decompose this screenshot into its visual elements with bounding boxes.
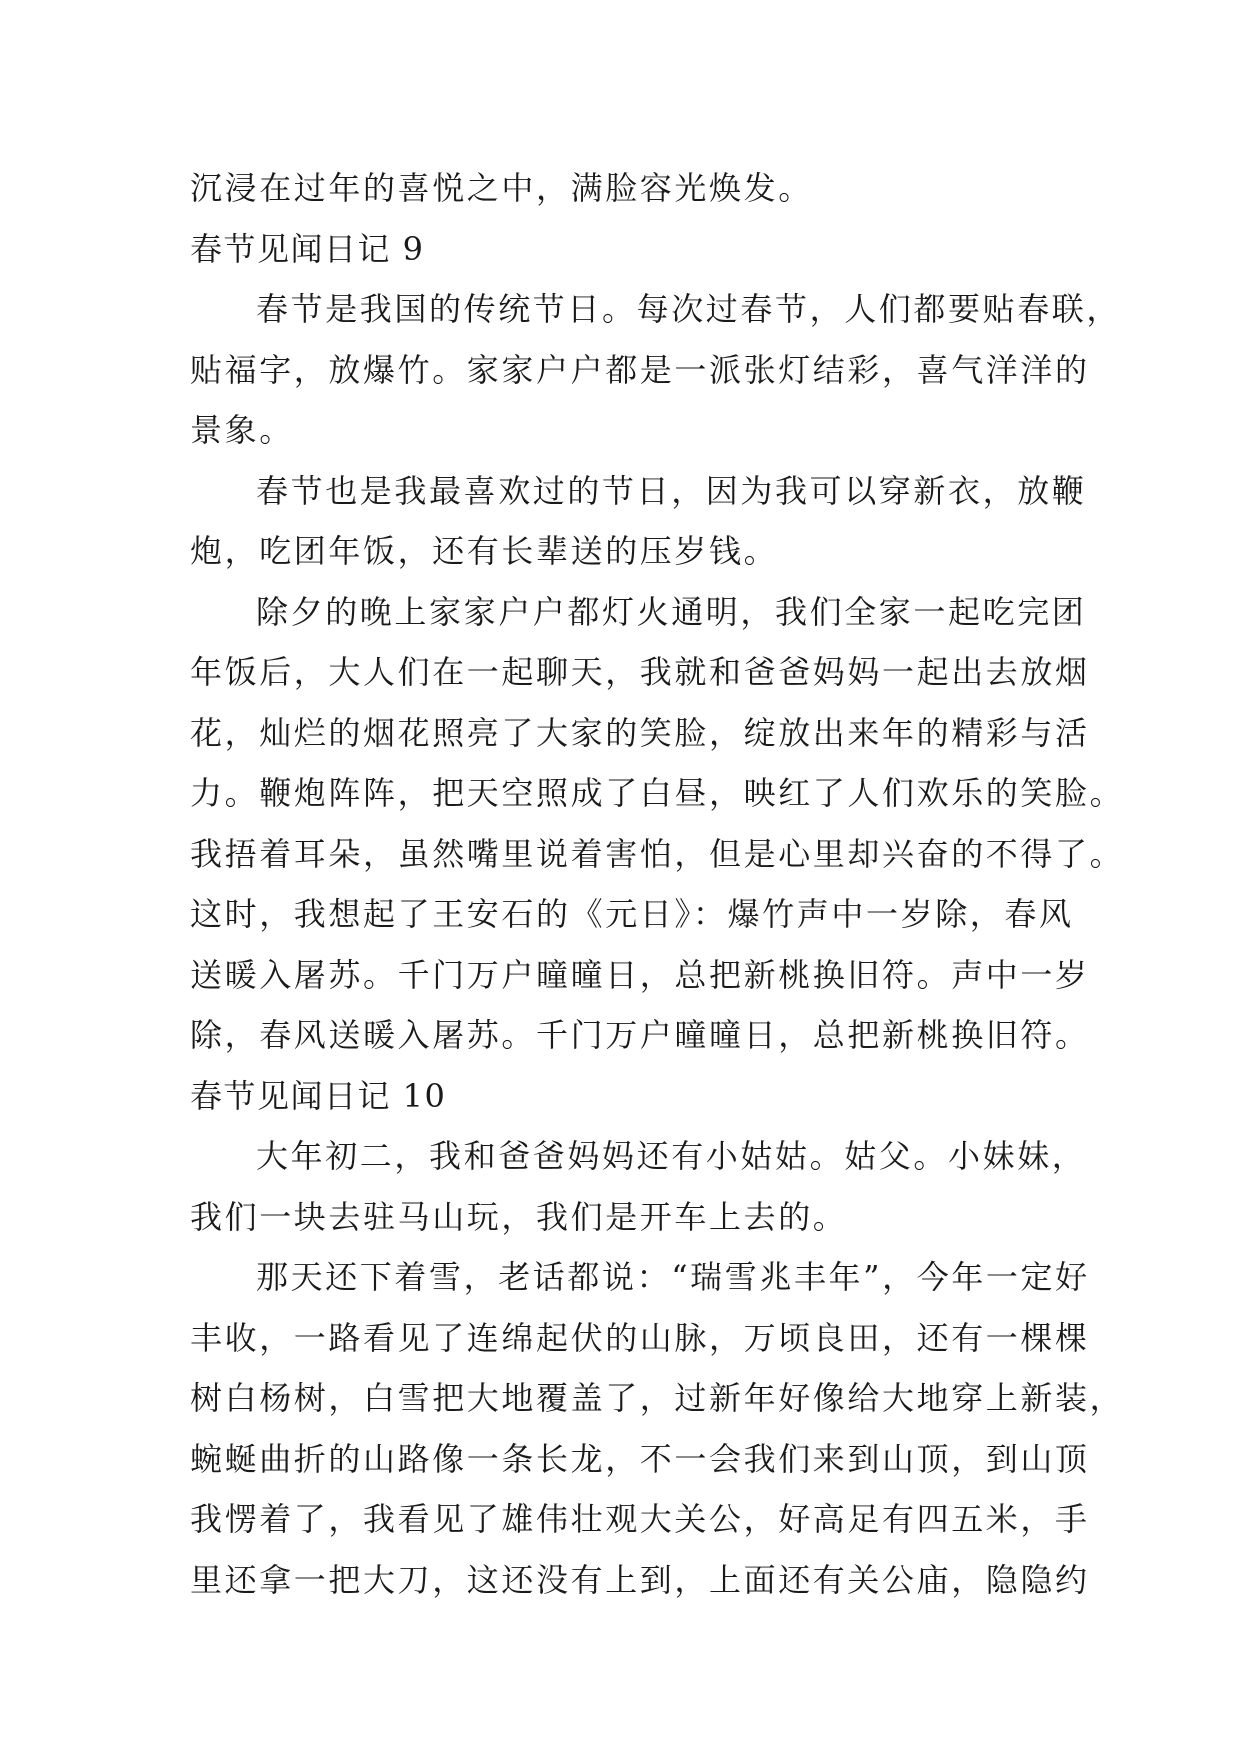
paragraph-line: 我愣着了，我看见了雄伟壮观大关公，好高足有四五米，手 xyxy=(190,1500,1090,1538)
paragraph-line: 年饭后，大人们在一起聊天，我就和爸爸妈妈一起出去放烟 xyxy=(190,653,1090,691)
section-heading: 春节见闻日记 10 xyxy=(190,1076,447,1115)
paragraph-line: 丰收，一路看见了连绵起伏的山脉，万顷良田，还有一棵棵 xyxy=(190,1318,1090,1357)
paragraph-line: 春节是我国的传统节日。每次过春节，人们都要贴春联， xyxy=(256,290,1122,328)
paragraph-line: 这时，我想起了王安石的《元日》：爆竹声中一岁除，春风 xyxy=(190,895,1074,933)
section-heading: 春节见闻日记 9 xyxy=(190,229,425,268)
paragraph-line: 景象。 xyxy=(190,411,294,449)
paragraph-line: 树白杨树，白雪把大地覆盖了，过新年好像给大地穿上新装， xyxy=(190,1379,1125,1417)
paragraph-line: 春节也是我最喜欢过的节日，因为我可以穿新衣，放鞭 xyxy=(256,471,1087,510)
paragraph-line: 力。鞭炮阵阵，把天空照成了白昼，映红了人们欢乐的笑脸。 xyxy=(190,774,1125,812)
paragraph-line: 我捂着耳朵，虽然嘴里说着害怕，但是心里却兴奋的不得了。 xyxy=(190,834,1125,873)
paragraph-line: 大年初二，我和爸爸妈妈还有小姑姑。姑父。小妹妹， xyxy=(256,1137,1087,1175)
paragraph-line: 蜿蜒曲折的山路像一条长龙，不一会我们来到山顶，到山顶 xyxy=(190,1439,1090,1478)
paragraph-line: 沉浸在过年的喜悦之中，满脸容光焕发。 xyxy=(190,169,813,207)
paragraph-line: 贴福字，放爆竹。家家户户都是一派张灯结彩，喜气洋洋的 xyxy=(190,350,1090,389)
document-body xyxy=(190,158,1125,1610)
paragraph-line: 除夕的晚上家家户户都灯火通明，我们全家一起吃完团 xyxy=(256,592,1087,631)
paragraph-line: 除，春风送暖入屠苏。千门万户曈曈日，总把新桃换旧符。 xyxy=(190,1016,1090,1054)
paragraph-line: 那天还下着雪，老话都说：“瑞雪兆丰年”，今年一定好 xyxy=(256,1258,1090,1296)
paragraph-line: 花，灿烂的烟花照亮了大家的笑脸，绽放出来年的精彩与活 xyxy=(190,713,1090,752)
paragraph-line: 炮，吃团年饭，还有长辈送的压岁钱。 xyxy=(190,532,779,570)
paragraph-line: 我们一块去驻马山玩，我们是开车上去的。 xyxy=(190,1197,848,1236)
paragraph-line: 送暖入屠苏。千门万户曈曈日，总把新桃换旧符。声中一岁 xyxy=(190,955,1090,994)
paragraph-line: 里还拿一把大刀，这还没有上到，上面还有关公庙，隐隐约 xyxy=(190,1560,1090,1599)
